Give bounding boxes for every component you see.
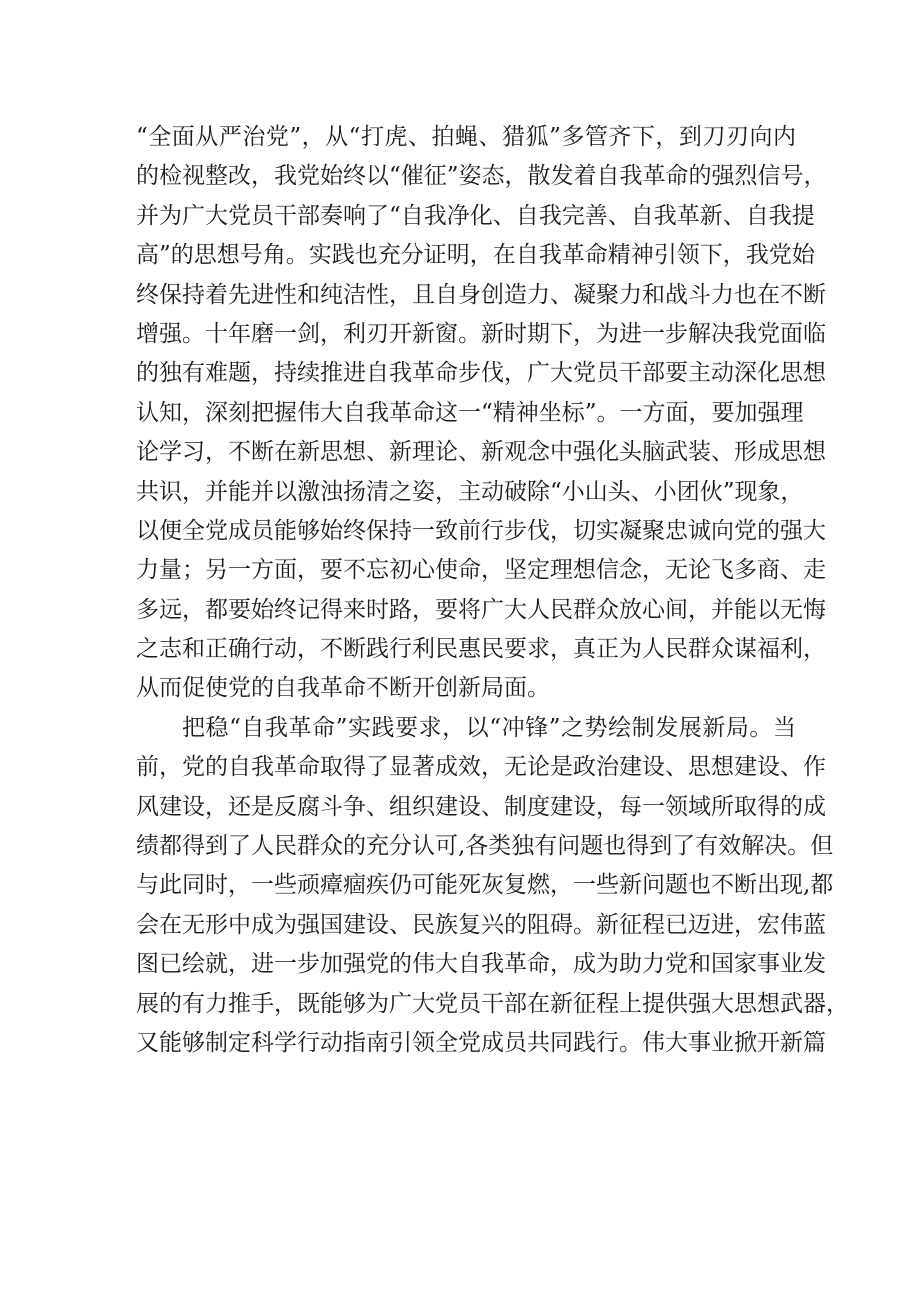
text-line: 与此同时，一些顽瘴痼疾仍可能死灰复燃，一些新问题也不断出现,都 — [136, 872, 834, 899]
text-line: 力量；另一方面，要不忘初心使命，坚定理想信念，无论飞多商、走 — [136, 557, 826, 584]
text-line: 把稳“自我革命”实践要求，以“冲锋”之势绘制发展新局。当 — [182, 714, 796, 741]
text-line: 的独有难题，持续推进自我革命步伐，广大党员干部要主动深化思想 — [136, 360, 826, 387]
text-line: 高”的思想号角。实践也充分证明，在自我革命精神引领下，我党始 — [136, 242, 815, 269]
text-line: 以便全党成员能够始终保持一致前行步伐，切实凝聚忠诚向党的强大 — [136, 517, 826, 544]
text-line: 展的有力推手，既能够为广大党员干部在新征程上提供强大思想武器， — [136, 990, 849, 1017]
text-line: 图已绘就，进一步加强党的伟大自我革命，成为助力党和国家事业发 — [136, 951, 826, 978]
text-line: 终保持着先进性和纯洁性，且自身创造力、凝聚力和战斗力也在不断 — [136, 281, 826, 308]
text-line: “全面从严治党”，从“打虎、拍蝇、猎狐”多管齐下，到刀刃向内 — [136, 124, 796, 150]
text-line: 风建设，还是反腐斗争、组织建设、制度建设，每一领域所取得的成 — [136, 793, 826, 820]
text-line: 多远，都要始终记得来时路，要将广大人民群众放心间，并能以无悔 — [136, 596, 826, 623]
text-line: 前，党的自我革命取得了显著成效，无论是政治建设、思想建设、作 — [136, 754, 826, 781]
text-line: 的检视整改，我党始终以“催征”姿态，散发着自我革命的强烈信号， — [136, 163, 827, 190]
text-line: 并为广大党员干部奏响了“自我净化、自我完善、自我革新、自我提 — [136, 202, 815, 229]
text-line: 绩都得到了人民群众的充分认可,各类独有问题也得到了有效解决。但 — [136, 833, 834, 860]
text-line: 共识，并能并以激浊扬清之姿，主动破除“小山头、小团伙”现象， — [136, 478, 804, 505]
text-line: 增强。十年磨一剑，利刃开新窗。新时期下，为进一步解决我党面临 — [136, 320, 826, 347]
text-line: 之志和正确行动，不断践行利民惠民要求，真正为人民群众谋福利， — [136, 636, 826, 663]
paragraph-2 — [136, 709, 849, 1064]
text-line: 认知，深刻把握伟大自我革命这一“精神坐标”。一方面，要加强理 — [136, 399, 804, 426]
body-text — [136, 118, 849, 1063]
text-line: 会在无形中成为强国建设、民族复兴的阻碍。新征程已迈进，宏伟蓝 — [136, 911, 826, 938]
text-line: 又能够制定科学行动指南引领全党成员共同践行。伟大事业掀开新篇 — [136, 1029, 826, 1056]
paragraph-1 — [136, 118, 827, 709]
text-line: 论学习，不断在新思想、新理论、新观念中强化头脑武装、形成思想 — [136, 439, 826, 466]
text-line: 从而促使党的自我革命不断开创新局面。 — [136, 675, 550, 702]
